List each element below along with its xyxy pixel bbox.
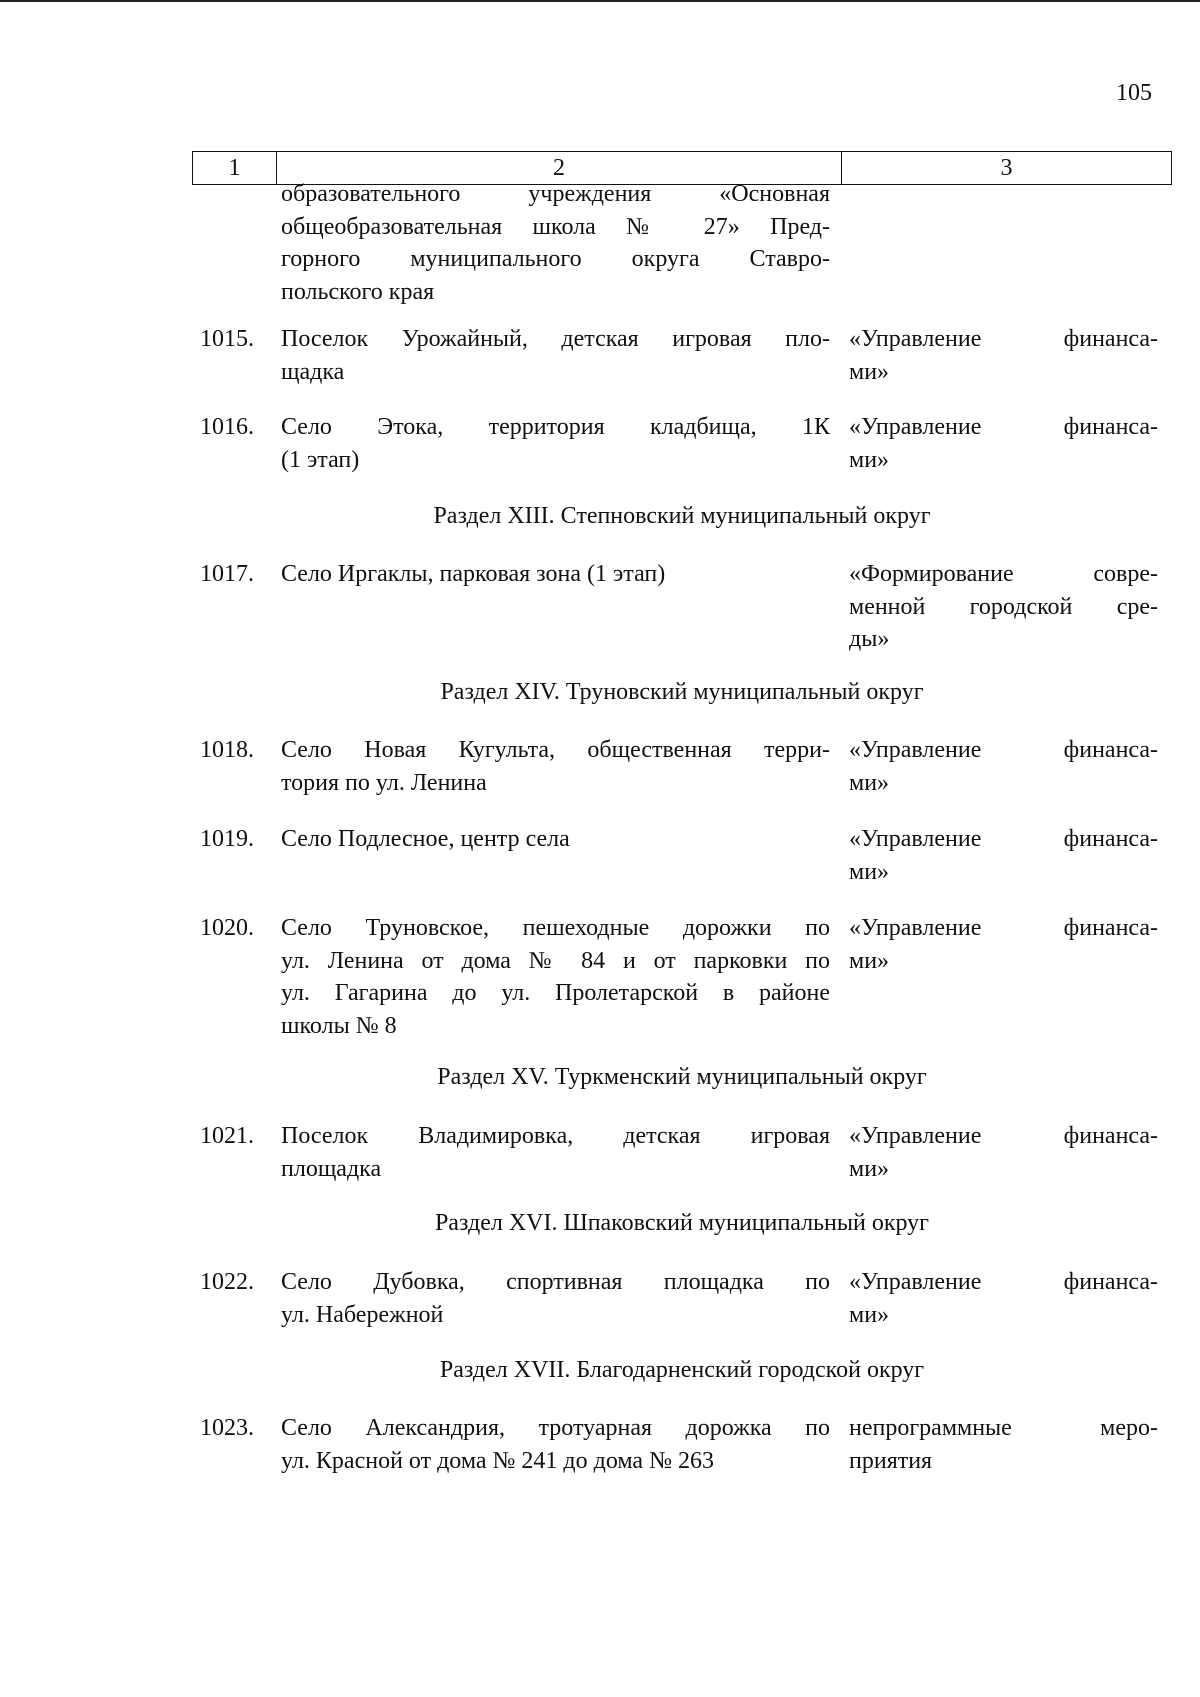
description-line: Село Иргаклы, парковая зона (1 этап) xyxy=(281,561,666,587)
section-title: Раздел XIV. Труновский муниципальный округ xyxy=(440,679,924,705)
description-line: общеобразовательная школа № 27» Пред- xyxy=(281,213,830,240)
program-line: непрограммные меро- xyxy=(849,1415,1158,1441)
program-line: «Управление финанса- xyxy=(849,414,1158,440)
entry-program xyxy=(849,323,1158,388)
description-line: Село Новая Кугульта, общественная терри- xyxy=(281,737,830,763)
entry-description xyxy=(281,1412,830,1477)
column-header-2: 2 xyxy=(277,152,842,184)
entry-program xyxy=(849,558,1158,656)
description-line: Поселок Владимировка, детская игровая xyxy=(281,1123,830,1149)
entry-description xyxy=(281,558,830,591)
entry-program xyxy=(849,1412,1158,1477)
entry-description xyxy=(281,178,830,308)
entry-number: 1020. xyxy=(200,915,254,941)
entry-number: 1015. xyxy=(200,326,254,352)
entry-program xyxy=(849,734,1158,799)
program-line: «Управление финанса- xyxy=(849,1123,1158,1149)
program-line: ми» xyxy=(849,1155,890,1182)
description-line: щадка xyxy=(281,358,345,385)
entry-program xyxy=(849,823,1158,888)
section-title: Раздел XIII. Степновский муниципальный округ xyxy=(433,503,931,529)
program-line: ми» xyxy=(849,858,890,885)
entry-number: 1023. xyxy=(200,1415,254,1441)
section-title: Раздел XVII. Благодарненский городской округ xyxy=(439,1357,925,1383)
program-line: «Управление финанса- xyxy=(849,737,1158,763)
entry-description xyxy=(281,912,830,1042)
description-line: Село Александрия, тротуарная дорожка по xyxy=(281,1415,830,1441)
description-line: образовательного учреждения «Основная xyxy=(281,181,830,207)
program-line: ми» xyxy=(849,947,890,974)
program-line: «Управление финанса- xyxy=(849,915,1158,941)
description-line: Село Дубовка, спортивная площадка по xyxy=(281,1269,830,1295)
description-line: горного муниципального округа Ставро- xyxy=(281,246,830,272)
entry-number: 1022. xyxy=(200,1269,254,1295)
entry-number: 1019. xyxy=(200,826,254,852)
entry-description xyxy=(281,1266,830,1331)
description-line: тория по ул. Ленина xyxy=(281,769,487,796)
column-header-1: 1 xyxy=(193,152,277,184)
program-line: ми» xyxy=(849,446,890,473)
entry-program xyxy=(849,1266,1158,1331)
program-line: ми» xyxy=(849,1301,890,1328)
entry-description xyxy=(281,323,830,388)
description-line: ул. Гагарина до ул. Пролетарской в районе xyxy=(281,980,830,1006)
entry-description xyxy=(281,1120,830,1185)
entry-number: 1016. xyxy=(200,414,254,440)
entry-number: 1017. xyxy=(200,561,254,587)
program-line: менной городской сре- xyxy=(849,593,1158,620)
program-line: ми» xyxy=(849,769,890,796)
entry-program xyxy=(849,912,1158,977)
description-line: ул. Набережной xyxy=(281,1301,444,1328)
description-line: Поселок Урожайный, детская игровая пло- xyxy=(281,326,830,352)
column-header-3: 3 xyxy=(1000,155,1013,181)
description-line: ул. Ленина от дома № 84 и от парковки по xyxy=(281,947,830,974)
description-line: Село Этока, территория кладбища, 1К xyxy=(281,414,830,440)
entry-description xyxy=(281,823,830,856)
description-line: школы № 8 xyxy=(281,1012,397,1039)
description-line: Село Труновское, пешеходные дорожки по xyxy=(281,915,830,941)
entry-program xyxy=(849,1120,1158,1185)
program-line: ды» xyxy=(849,626,890,652)
entry-program xyxy=(849,411,1158,476)
description-line: польского края xyxy=(281,278,435,305)
description-line: ул. Красной от дома № 241 до дома № 263 xyxy=(281,1447,714,1474)
entry-number: 1021. xyxy=(200,1123,254,1149)
section-title: Раздел XV. Туркменский муниципальный округ xyxy=(437,1064,927,1090)
program-line: «Управление финанса- xyxy=(849,826,1158,852)
description-line: площадка xyxy=(281,1155,382,1182)
entry-number: 1018. xyxy=(200,737,254,763)
program-line: приятия xyxy=(849,1447,933,1474)
page-number: 105 xyxy=(1116,80,1152,106)
program-line: «Управление финанса- xyxy=(849,326,1158,352)
program-line: ми» xyxy=(849,358,890,385)
section-title: Раздел XVI. Шпаковский муниципальный округ xyxy=(434,1210,930,1236)
entry-description xyxy=(281,734,830,799)
program-line: «Формирование совре- xyxy=(849,561,1158,587)
program-line: «Управление финанса- xyxy=(849,1269,1158,1295)
entry-description xyxy=(281,411,830,476)
description-line: Село Подлесное, центр села xyxy=(281,826,570,852)
description-line: (1 этап) xyxy=(281,446,360,473)
